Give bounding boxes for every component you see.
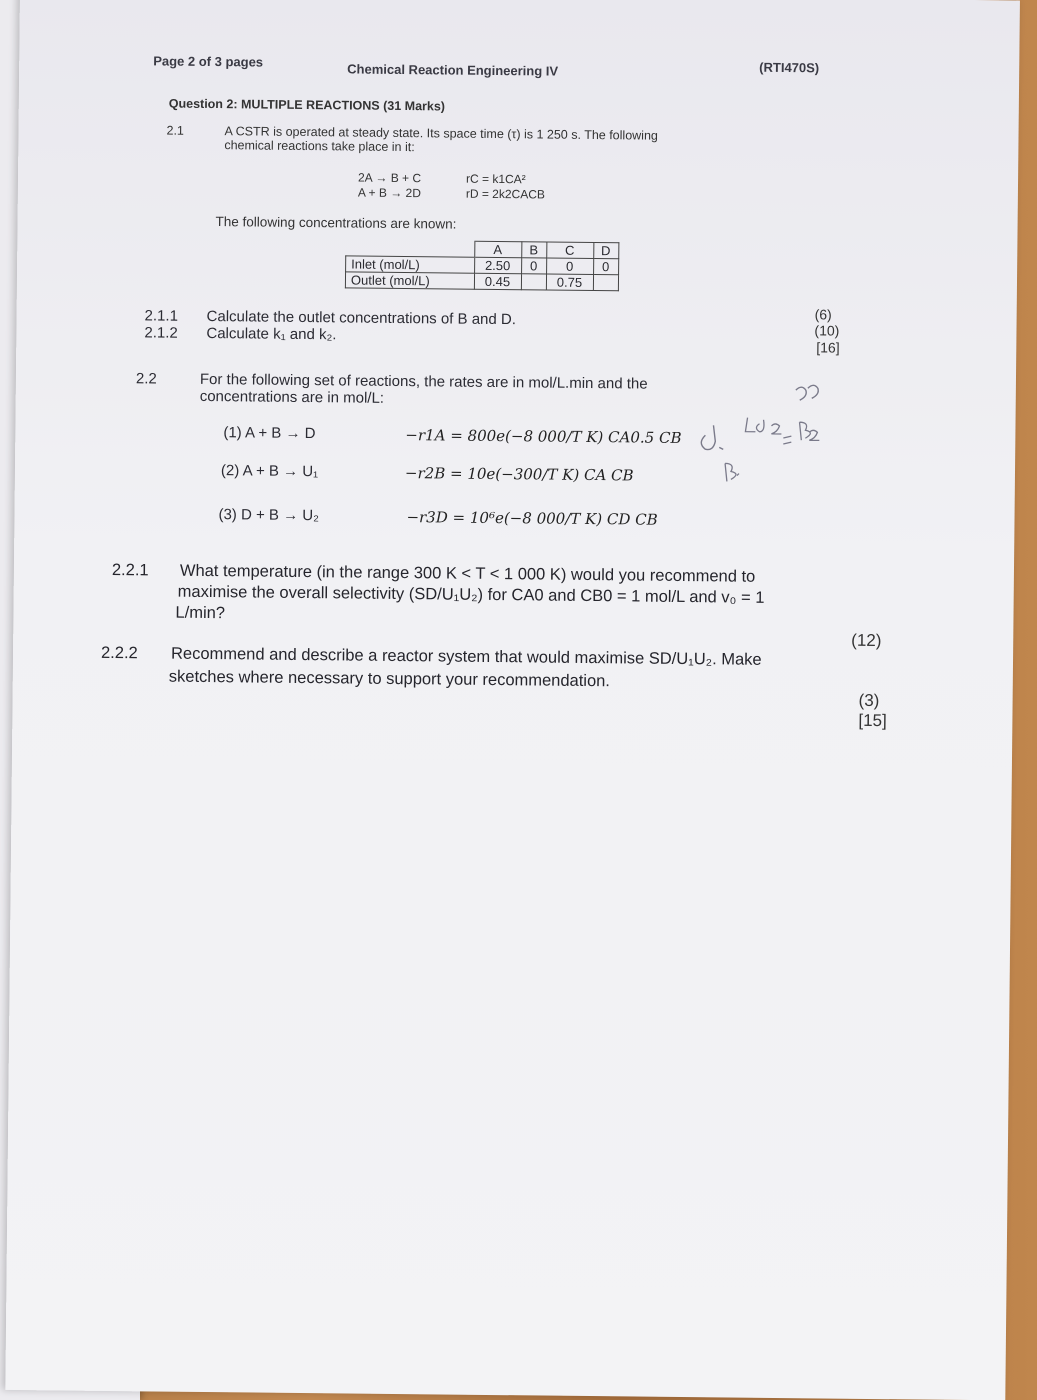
- q222-mark: (3): [858, 690, 880, 711]
- reaction-4-label: (2) A + B → U₁: [220, 462, 319, 481]
- q21-text-1: A CSTR is operated at steady state. Its space time (τ) is 1 250 s. The following: [224, 124, 658, 143]
- question-title: Question 2: MULTIPLE REACTIONS (31 Marks): [168, 96, 446, 114]
- cell-outlet-d: [593, 275, 618, 291]
- course-code: (RTI470S): [759, 59, 820, 76]
- q21-text-2: chemical reactions take place in it:: [224, 138, 415, 155]
- reaction-1-equation: 2A → B + C: [357, 170, 422, 186]
- q22-text-1: For the following set of reactions, the rates are in mol/L.min and the: [199, 370, 648, 393]
- page-number: Page 2 of 3 pages: [153, 53, 264, 70]
- q21-total-mark: [16]: [816, 339, 840, 356]
- known-concentrations-text: The following concentrations are known:: [215, 214, 457, 232]
- q22-text-2: concentrations are in mol/L:: [199, 387, 385, 407]
- q212-number: 2.1.2: [144, 324, 178, 342]
- handwritten-scribble: [675, 377, 826, 489]
- table-row: [345, 272, 618, 291]
- q212-mark: (10): [814, 322, 840, 339]
- q222-number: 2.2.2: [100, 643, 138, 663]
- reaction-3-label: (1) A + B → D: [223, 424, 316, 443]
- reaction-3-rate: −r1A = 800e(−8 000/T K) CA0.5 CB: [405, 426, 682, 447]
- cell-outlet-b: [521, 274, 546, 290]
- q222-text-1: Recommend and describe a reactor system that would maximise SD/U₁U₂. Make: [170, 644, 762, 669]
- q221-text-2: maximise the overall selectivity (SD/U₁U₂) for CA0 and CB0 = 1 mol/L and v₀ = 1: [177, 582, 765, 607]
- q221-text-1: What temperature (in the range 300 K < T < 1 000 K) would you recommend to: [179, 561, 756, 586]
- reaction-4-rate: −r2B = 10e(−300/T K) CA CB: [404, 464, 634, 485]
- col-header-d: D: [593, 243, 618, 259]
- course-title: Chemical Reaction Engineering IV: [347, 61, 559, 79]
- exam-page: [5, 0, 1020, 1400]
- q211-number: 2.1.1: [144, 307, 179, 325]
- cell-inlet-c: 0: [546, 258, 593, 274]
- q22-number: 2.2: [135, 370, 157, 388]
- reaction-2-equation: A + B → 2D: [357, 185, 421, 201]
- q211-mark: (6): [814, 306, 832, 323]
- cell-inlet-a: 2.50: [474, 257, 521, 273]
- reaction-1-rate: rC = k1CA²: [465, 171, 526, 187]
- row-label-outlet: Outlet (mol/L): [345, 272, 474, 289]
- q221-mark: (12): [851, 630, 882, 651]
- q22-total-mark: [15]: [858, 710, 887, 731]
- q212-text: Calculate k₁ and k₂.: [206, 324, 337, 344]
- col-header-c: C: [546, 242, 593, 258]
- cell-outlet-a: 0.45: [474, 273, 521, 289]
- cell-inlet-d: 0: [593, 259, 618, 275]
- q211-text: Calculate the outlet concentrations of B and D.: [206, 307, 517, 329]
- col-header-a: A: [474, 241, 521, 257]
- cell-outlet-c: 0.75: [546, 274, 593, 290]
- row-label-inlet: Inlet (mol/L): [346, 256, 475, 273]
- concentration-table: [345, 239, 619, 291]
- reaction-5-rate: −r3D = 10⁶e(−8 000/T K) CD CB: [406, 508, 658, 529]
- reaction-5-label: (3) D + B → U₂: [218, 506, 320, 525]
- reaction-2-rate: rD = 2k2CACB: [465, 186, 545, 202]
- q221-number: 2.2.1: [111, 560, 149, 580]
- col-header-b: B: [521, 242, 546, 258]
- q222-text-2: sketches where necessary to support your recommendation.: [168, 667, 611, 691]
- q221-text-3: L/min?: [175, 603, 226, 623]
- cell-inlet-b: 0: [521, 258, 546, 274]
- q21-number: 2.1: [166, 123, 184, 138]
